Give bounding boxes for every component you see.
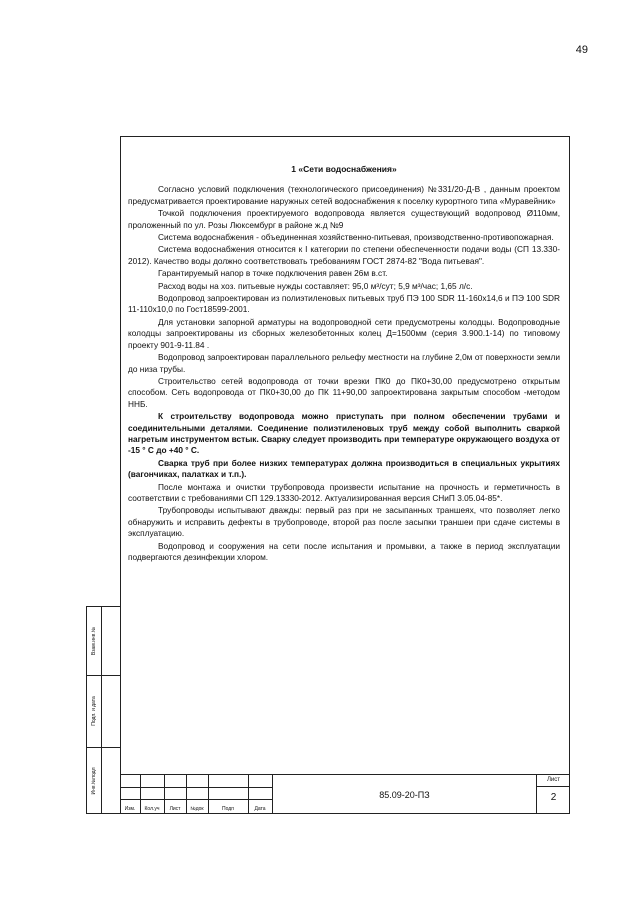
header-date: Дата (254, 806, 266, 812)
paragraph-list (128, 184, 560, 563)
paragraph: Согласно условий подключения (технологического присоединения) №331/20-Д-В , данным проектом предусматривается проектирование наружных сетей водоснабжения к поселку курортного типа «Муравейник» (128, 184, 560, 206)
side-stamp-label-column (87, 607, 102, 813)
paragraph: Водопровод и сооружения на сети после испытания и промывки, а также в период эксплуатации подвергаются дезинфекции хлором. (128, 540, 560, 562)
header-doc-number: №док (190, 806, 204, 812)
paragraph: Точкой подключения проектируемого водопровода является существующий водопровод Ø110мм, проложенный по ул. Розы Люксембург в районе ж.д №9 (128, 208, 560, 230)
side-label-original-inv: Инв.№подл (91, 767, 97, 794)
side-value-original-inv (101, 747, 121, 814)
side-cell-signature-date (87, 675, 101, 748)
side-cell-original-inv (87, 747, 101, 814)
side-label-replaced-inv: Взам.инв.№ (91, 626, 97, 656)
paragraph: Строительство сетей водопровода от точки врезки ПК0 до ПК0+30,00 предусмотрено открытым способом. Сеть водопровода от ПК0+30,00 до ПК 11+90,00 запроектирована закрытым способом -методом ННБ. (128, 375, 560, 409)
paragraph: Водопровод запроектирован из полиэтиленовых питьевых труб ПЭ 100 SDR 11-160х14,6 и ПЭ 100 SDR 11-110х10,0 по Гост18599-2001. (128, 293, 560, 315)
paragraph: Сварка труб при более низких температурах должна производиться в специальных укрытиях (вагончиках, палатках и т.п.). (128, 457, 560, 480)
title-block (120, 774, 570, 814)
section-heading: 1 «Сети водоснабжения» (291, 164, 397, 174)
header-signature: Подп (222, 806, 234, 812)
side-stamp-value-column (101, 607, 121, 813)
paragraph: Расход воды на хоз. питьевые нужды составляет: 95,0 м³/сут; 5,9 м³/час; 1,65 л/с. (158, 280, 473, 291)
paragraph: К строительству водопровода можно приступать при полном обеспечении трубами и соединительными деталями. Соединение полиэтиленовых труб между собой выполнить сваркой нагретым инструментом встык. Сварку следует производить при температуре окружающего воздуха от -15 ° С до +40 ° С. (128, 411, 560, 456)
paragraph: Водопровод запроектирован параллельного рельефу местности на глубине 2,0м от поверхности земли до низа трубы. (128, 352, 560, 374)
paragraph: После монтажа и очистки трубопровода произвести испытание на прочность и герметичность в соответствии с требованиями СП 129.13330-2012. Актуализированная версия СНиП 3.05.04-85*. (128, 481, 560, 503)
side-cell-replaced-inv (87, 607, 101, 676)
side-label-signature-date: Подп. и дата (91, 696, 97, 726)
page-number: 49 (575, 44, 588, 56)
side-stamp (86, 606, 120, 814)
paragraph: Трубопроводы испытывают дважды: первый раз при не засыпанных траншеях, что позволяет легко обнаружить и исправить дефекты в трубопроводе, второй раз после засыпки траншеи при сдаче системы в эксплуатацию. (128, 505, 560, 539)
revision-table (120, 775, 272, 813)
sheet-box (537, 775, 570, 813)
side-value-signature-date (101, 675, 121, 748)
revision-row-line (120, 787, 272, 788)
document-code: 85.09-20-ПЗ (272, 775, 537, 814)
paragraph: Гарантируемый напор в точке подключения равен 26м в.ст. (158, 268, 388, 279)
document-body (120, 156, 566, 564)
revision-row-line (120, 799, 272, 800)
header-count: Кол.уч (144, 806, 160, 812)
header-sheet: Лист (169, 806, 181, 812)
side-value-replaced-inv (101, 607, 121, 676)
header-change: Изм. (124, 806, 136, 812)
sheet-number: 2 (550, 792, 557, 803)
paragraph: Система водоснабжения относится к I категории по степени обеспеченности подачи воды (СП 13.330-2012). Качество воды должно соответствовать требованиям ГОСТ 2874-82 "Вода питьевая". (128, 244, 560, 266)
sheet-label: Лист (537, 775, 570, 787)
paragraph: Для установки запорной арматуры на водопроводной сети предусмотрены колодцы. Водопроводные колодцы запроектированы из сборных железобетонных колец Д=1500мм (серия 3.900.1-14) по типовому проекту 901-9-11.84 . (128, 316, 560, 350)
paragraph: Система водоснабжения - объединенная хозяйственно-питьевая, производственно-противопожарная. (158, 232, 554, 243)
